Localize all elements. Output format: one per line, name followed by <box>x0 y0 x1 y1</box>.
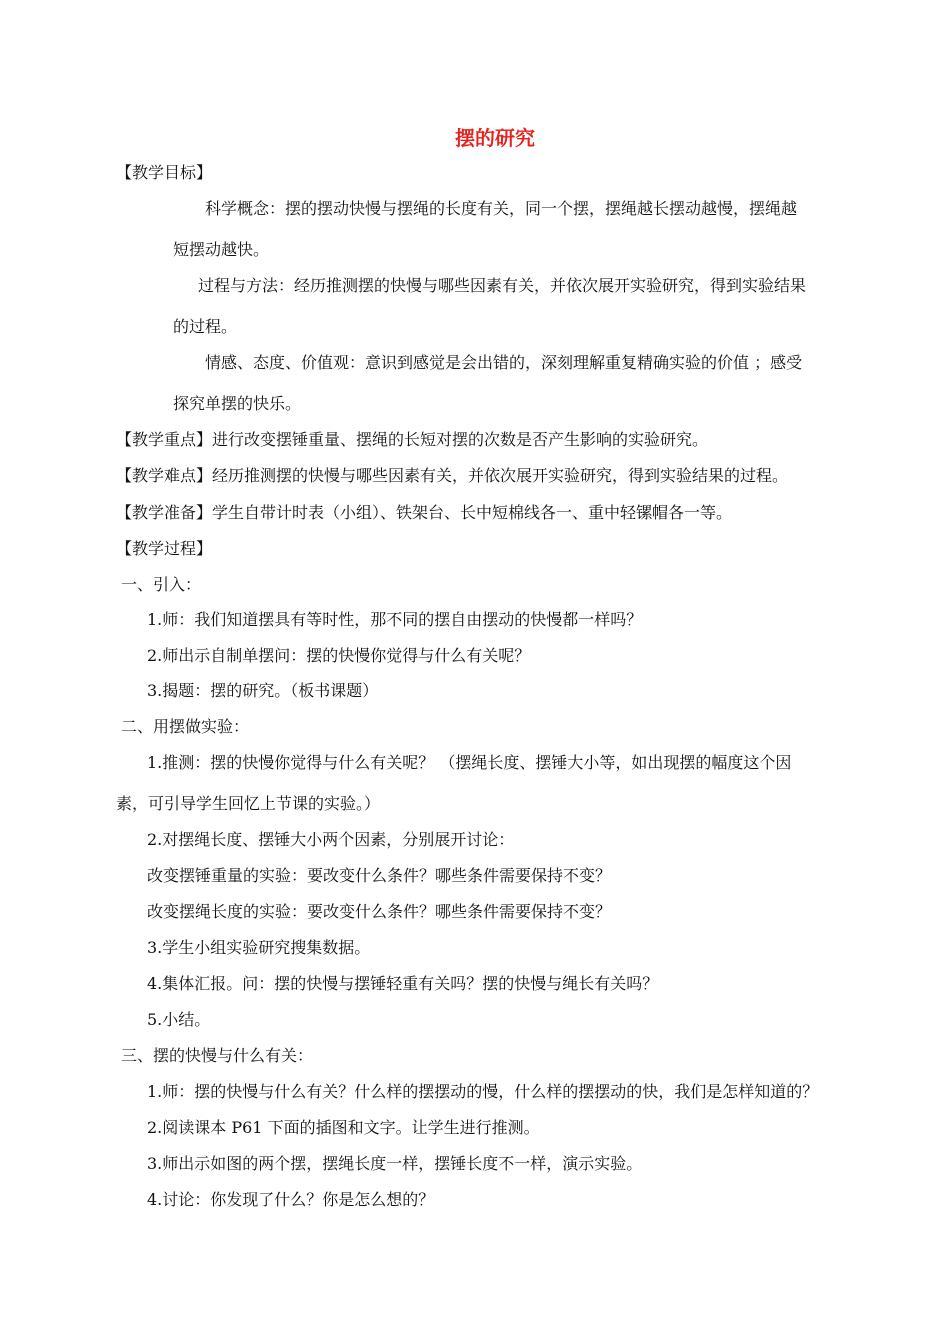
part1-heading: 一、引入： <box>121 575 202 594</box>
part2-heading: 二、用摆做实验： <box>121 717 250 736</box>
process-method-line1: 过程与方法：经历推测摆的快慢与哪些因素有关，并依次展开实验研究，得到实验结果 <box>198 276 807 295</box>
emotion-attitude-line1: 情感、态度、价值观：意识到感觉是会出错的，深刻理解重复精确实验的价值 ；感受 <box>205 353 803 372</box>
science-concept-line1: 科学概念：摆的摆动快慢与摆绳的长度有关，同一个摆，摆绳越长摆动越慢，摆绳越 <box>205 199 798 218</box>
list-item: 3.揭题：摆的研究。（板书课题） <box>147 681 379 700</box>
list-item-continuation: 素，可引导学生回忆上节课的实验。） <box>116 794 381 813</box>
preparation: 【教学准备】学生自带计时表（小组）、铁架台、长中短棉线各一、重中轻镙帽各一等。 <box>116 503 733 522</box>
list-item: 2.对摆绳长度、摆锤大小两个因素，分别展开讨论： <box>147 830 515 849</box>
list-item: 1.推测：摆的快慢你觉得与什么有关呢？ （摆绳长度、摆锤大小等，如出现摆的幅度这个因 <box>147 753 792 772</box>
list-item: 1.师：摆的快慢与什么有关？什么样的摆摆动的慢，什么样的摆摆动的快，我们是怎样知道的？ <box>147 1082 819 1101</box>
list-item: 5.小结。 <box>147 1010 211 1029</box>
document-title: 摆的研究 <box>455 126 535 150</box>
process-method-line2: 的过程。 <box>173 317 238 336</box>
list-item: 2.师出示自制单摆问：摆的快慢你觉得与什么有关呢？ <box>147 646 531 665</box>
difficulty-point: 【教学难点】经历推测摆的快慢与哪些因素有关，并依次展开实验研究，得到实验结果的过程。 <box>116 466 789 485</box>
list-item: 2.阅读课本 P61 下面的插图和文字。让学生进行推测。 <box>147 1118 540 1137</box>
length-experiment-question: 改变摆绳长度的实验：要改变什么条件？哪些条件需要保持不变？ <box>147 902 612 921</box>
list-item: 3.学生小组实验研究搜集数据。 <box>147 938 371 957</box>
list-item: 3.师出示如图的两个摆，摆绳长度一样，摆锤长度不一样，演示实验。 <box>147 1154 643 1173</box>
emotion-attitude-line2: 探究单摆的快乐。 <box>173 394 302 413</box>
teaching-process-heading: 【教学过程】 <box>116 539 213 558</box>
list-item: 1.师：我们知道摆具有等时性，那不同的摆自由摆动的快慢都一样吗？ <box>147 610 643 629</box>
part3-heading: 三、摆的快慢与什么有关： <box>121 1046 314 1065</box>
weight-experiment-question: 改变摆锤重量的实验：要改变什么条件？哪些条件需要保持不变？ <box>147 866 612 885</box>
list-item: 4.集体汇报。问：摆的快慢与摆锤轻重有关吗？摆的快慢与绳长有关吗？ <box>147 974 659 993</box>
list-item: 4.讨论：你发现了什么？你是怎么想的？ <box>147 1190 435 1209</box>
key-point: 【教学重点】进行改变摆锤重量、摆绳的长短对摆的次数是否产生影响的实验研究。 <box>116 430 709 449</box>
teaching-goals-heading: 【教学目标】 <box>116 163 213 182</box>
science-concept-line2: 短摆动越快。 <box>173 240 270 259</box>
